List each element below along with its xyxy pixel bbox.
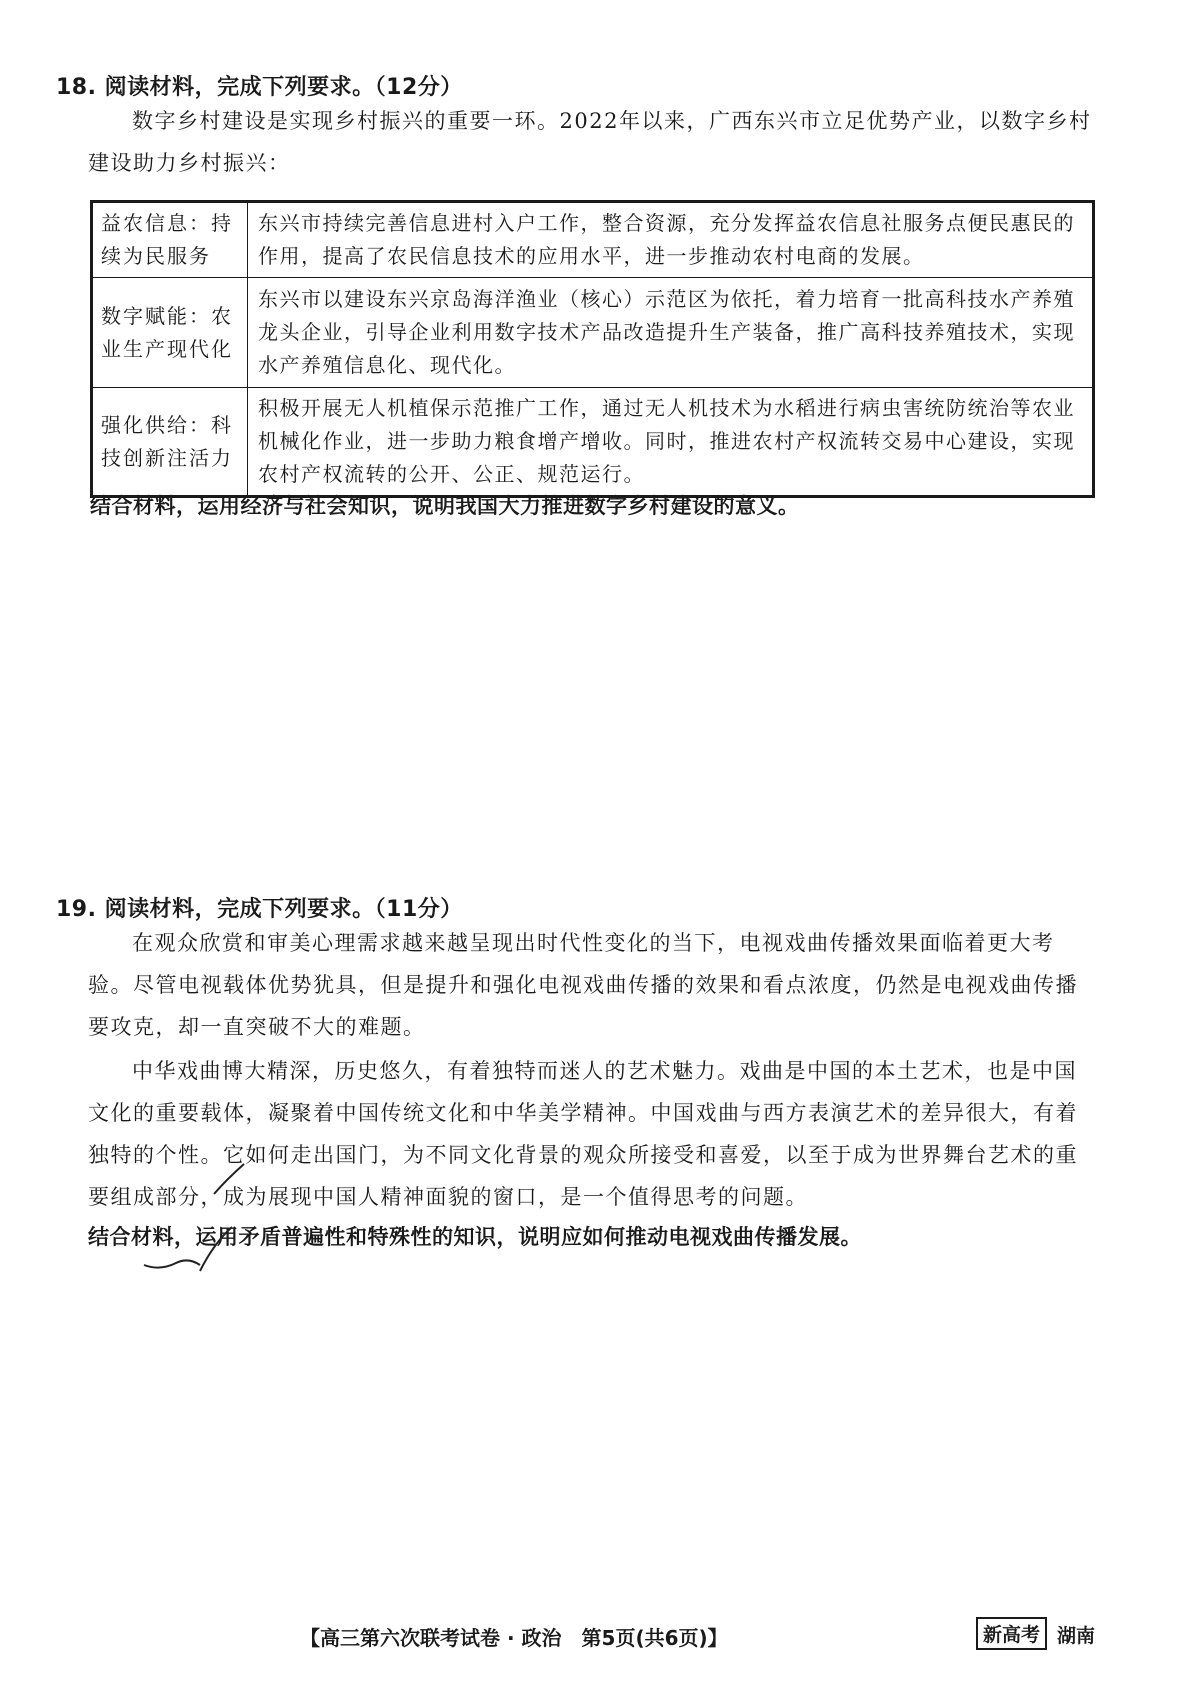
row-content: 东兴市以建设东兴京岛海洋渔业（核心）示范区为依托，着力培育一批高科技水产养殖龙头企业，引导企业利用数字技术产品改造提升生产装备，推广高科技养殖技术，实现水产养殖信息化、现代化。	[248, 278, 1094, 388]
q18-question: 结合材料，运用经济与社会知识，说明我国大力推进数字乡村建设的意义。	[90, 494, 800, 518]
table-row	[92, 202, 1094, 278]
brand-badge: 新高考	[976, 1617, 1047, 1650]
q18-material-table	[90, 200, 1095, 498]
q19-paragraph-2: 中华戏曲博大精深，历史悠久，有着独特而迷人的艺术魅力。戏曲是中国的本土艺术，也是中国文化的重要载体，凝聚着中国传统文化和中华美学精神。中国戏曲与西方表演艺术的差异很大，有着独特的个性。它如何走出国门，为不同文化背景的观众所接受和喜爱，以至于成为世界舞台艺术的重要组成部分，成为展现中国人精神面貌的窗口，是一个值得思考的问题。	[88, 1059, 1078, 1209]
q19-question: 结合材料，运用矛盾普遍性和特殊性的知识，说明应如何推动电视戏曲传播发展。	[88, 1225, 862, 1249]
q19-title: 19. 阅读材料，完成下列要求。（11分）	[56, 897, 463, 922]
table-row	[92, 278, 1094, 388]
region-label: 湖南	[1057, 1625, 1096, 1647]
q18-intro: 数字乡村建设是实现乡村振兴的重要一环。2022年以来，广西东兴市立足优势产业，以数字乡村建设助力乡村振兴：	[88, 109, 1092, 175]
row-label: 益农信息：持续为民服务	[92, 202, 248, 278]
page-footer: 【高三第六次联考试卷 · 政治 第5页(共6页)】	[300, 1626, 728, 1650]
row-label: 强化供给：科技创新注活力	[92, 388, 248, 497]
q18-title: 18. 阅读材料，完成下列要求。（12分）	[56, 75, 463, 100]
row-content: 积极开展无人机植保示范推广工作，通过无人机技术为水稻进行病虫害统防统治等农业机械化作业，进一步助力粮食增产增收。同时，推进农村产权流转交易中心建设，实现农村产权流转的公开、公正、规范运行。	[248, 388, 1094, 497]
handwritten-mark	[210, 1160, 250, 1200]
table-row	[92, 388, 1094, 497]
row-label: 数字赋能：农业生产现代化	[92, 278, 248, 388]
handwritten-mark	[140, 1225, 260, 1275]
row-content: 东兴市持续完善信息进村入户工作，整合资源，充分发挥益农信息社服务点便民惠民的作用，提高了农民信息技术的应用水平，进一步推动农村电商的发展。	[248, 202, 1094, 278]
q19-paragraph-1: 在观众欣赏和审美心理需求越来越呈现出时代性变化的当下，电视戏曲传播效果面临着更大考验。尽管电视载体优势犹具，但是提升和强化电视戏曲传播的效果和看点浓度，仍然是电视戏曲传播要攻克，却一直突破不大的难题。	[88, 931, 1078, 1039]
